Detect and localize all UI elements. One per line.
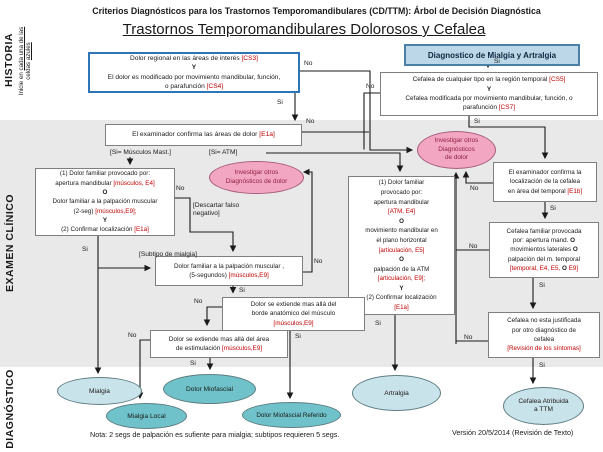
box-cefalea-familiar-provocada: Cefalea familiar provocada por: apertura mand. O movimientos laterales O palpación del m. temporal [temporal, E4, E5, O E9] (489, 222, 599, 278)
edge-label-si: Si (494, 58, 500, 65)
edge-label-si: Si (375, 320, 381, 327)
edge-label-no: No (128, 332, 137, 339)
box-cefalea-no-justificada: Cefalea no esta justificada por otro diagnóstico de cefalea [Revisión de los síntomas] (488, 312, 600, 358)
box-dolor-familiar-atm: (1) Dolor familiar provocado por: apertura mandibular [ATM, E4] O movimiento mandibular en el plano horizontal [articulación, E5] O palpación de la ATM [articulación, E9]; Y (2) Confirmar localización [E1a] (348, 176, 455, 315)
edge-label-si-atm: [Si= ATM] (209, 149, 238, 156)
edge-label-si: Si (295, 333, 301, 340)
edge-label-no: No (366, 83, 375, 90)
oval-mialgia-local: Mialgia Local (106, 403, 187, 429)
oval-dolor-miofascial: Dolor Miofascial (163, 374, 256, 404)
edge-label-no: No (306, 118, 315, 125)
band-label-historia: HISTORIA (3, 33, 15, 87)
edge-label-si: Si (474, 118, 480, 125)
edge-label-si: Si (539, 362, 545, 369)
edge-label-si: Si (190, 360, 196, 367)
edge-label-no: No (194, 298, 203, 305)
box-dolor-familiar-musculos: (1) Dolor familiar provocado por: apertura mandibular [músculos, E4] O Dolor familiar a la palpación muscular (2-seg) [músculos,E9]; Y (2) Confirmar localización [E1a] (35, 168, 175, 236)
version-text: Versión 20/5/2014 (Revisión de Texto) (452, 428, 574, 437)
footnote: Nota: 2 segs de palpación es sufiente para mialgia; subtipos requieren 5 segs. (90, 430, 340, 439)
box-dolor-area-estimulacion: Dolor se extiende mas allá del área de estimulación [músculos,E9] (150, 330, 288, 358)
oval-investigar-otros-1: Investigar otros Diagnósticos de dolor (209, 161, 304, 194)
band-label-examen-clinico: EXAMEN CLÍNICO (4, 194, 16, 293)
box-dolor-regional: Dolor regional en las áreas de interés [CS3] Y El dolor es modificado por movimiento mandibular, función, o parafunción [CS4] (88, 52, 300, 93)
box-dolor-borde-anatomico: Dolor se extiende mas allá del borde anatómico del músculo [músculos,E9] (222, 297, 365, 331)
edge-label-si: Si (239, 287, 245, 294)
edge-label-no: No (314, 258, 323, 265)
box-diagnostico-mialgia-artralgia: Diagnostico de Mialgia y Artralgia (404, 44, 580, 66)
edge-label-no: No (464, 334, 473, 341)
edge-label-no: No (304, 60, 313, 67)
edge-label-si: Si (277, 99, 283, 106)
page-subtitle: Trastornos Temporomandibulares Dolorosos y Cefalea (122, 21, 486, 38)
page-title: Criterios Diagnósticos para los Trastornos Temporomandibulares (CD/TTM): Árbol de Decisión Diagnóstica (92, 6, 541, 16)
edge-label-no: No (470, 185, 479, 192)
band-label-historia-note: Inicie en cada una de las celdas azules (18, 26, 32, 96)
edge-label-si: Si (82, 246, 88, 253)
edge-label-descartar-falso-negativo: [Descartar falso negativo] (193, 202, 240, 217)
box-examinador-confirma-dolor: El examinador confirma las áreas de dolor [E1a] (105, 124, 302, 146)
oval-investigar-otros-2: Investigar otros Diagnósticos de dolor (417, 131, 496, 169)
edge-label-no: No (469, 243, 478, 250)
box-cefalea-temporal: Cefalea de cualquier tipo en la región temporal [CS5] Y Cefalea modificada por movimiento mandibular, función, o parafunción [CS7] (380, 72, 598, 116)
edge-label-si: Si (539, 282, 545, 289)
edge-label-si-musculos-mast: [Si= Músculos Mast.] (110, 149, 172, 156)
box-examinador-confirma-cefalea: El examinador confirma la localización de la cefalea en área del temporal [E1b] (493, 162, 597, 202)
edge-label-subtipo-mialgia: [Subtipo de mialgia] (139, 251, 197, 258)
oval-artralgia: Artralgia (352, 375, 441, 411)
edge-label-no: No (176, 185, 185, 192)
box-palpacion-5-segundos: Dolor familiar a la palpación muscular , (5-segundos) [músculos,E9] (155, 256, 303, 286)
band-label-diagnostico: DIAGNÓSTICO (4, 369, 16, 449)
oval-dolor-miofascial-referido: Dolor Miofascial Referido (242, 402, 341, 428)
oval-mialgia: Mialgia (57, 377, 142, 405)
edge-label-si: Si (550, 205, 556, 212)
oval-cefalea-atribuida-ttm: Cefalea Atribuida a TTM (503, 387, 584, 425)
